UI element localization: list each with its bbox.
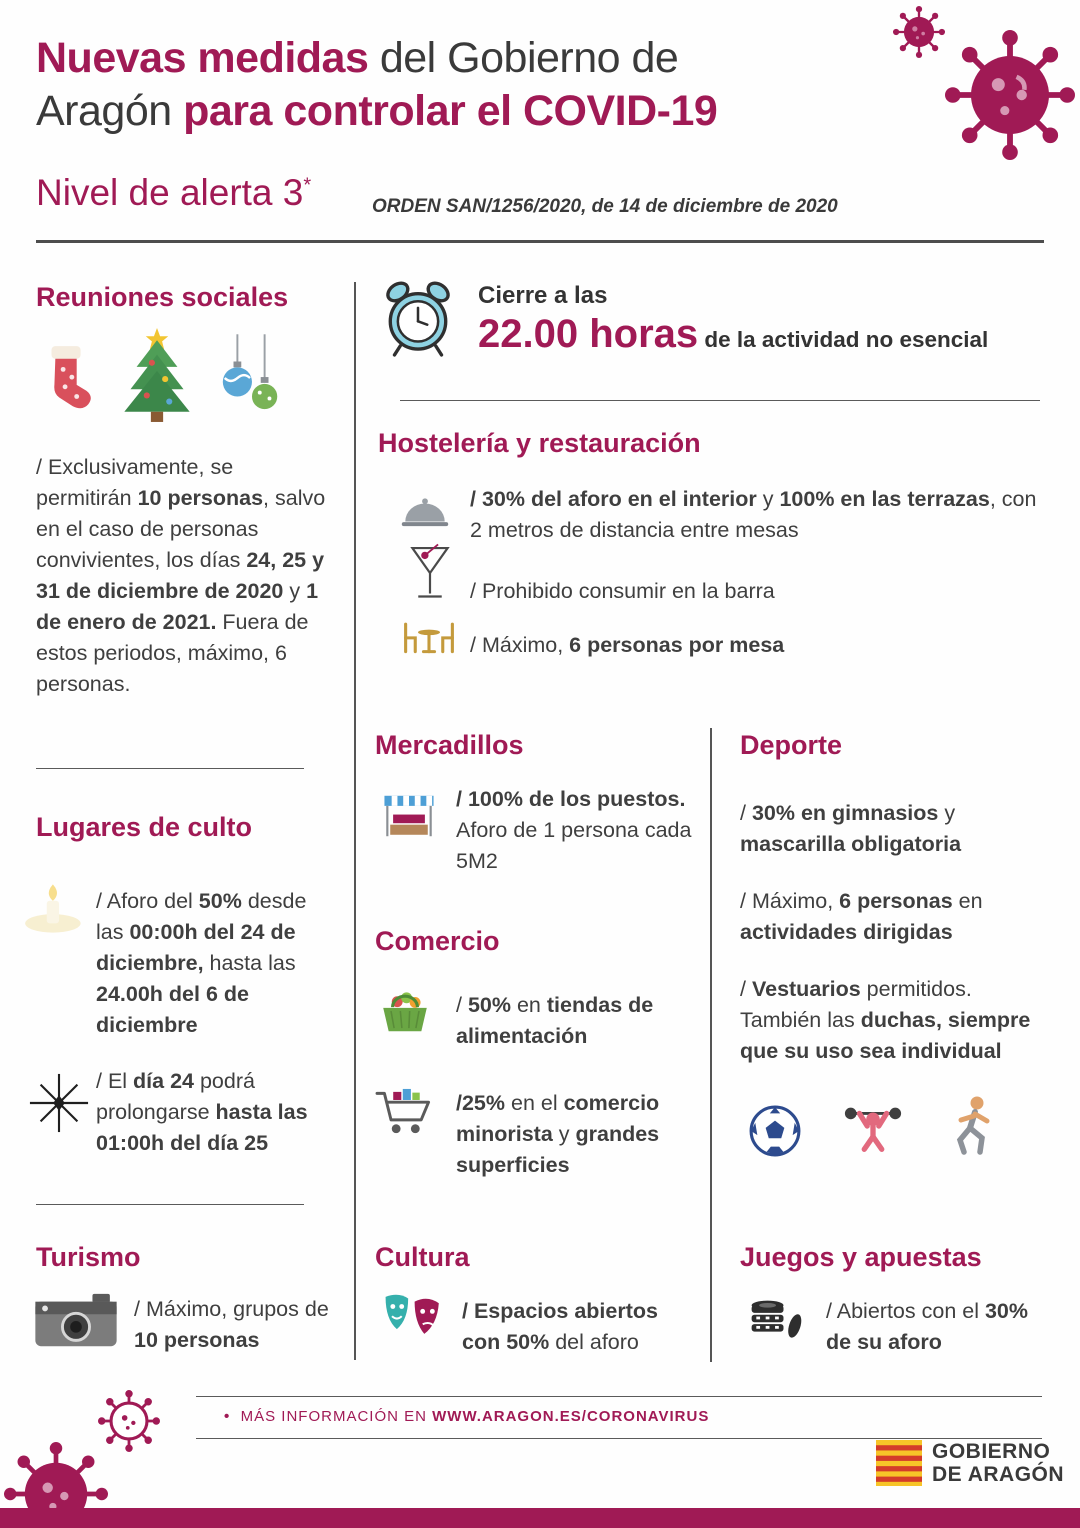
footer-info-text[interactable]: MÁS INFORMACIÓN EN WWW.ARAGON.ES/CORONAVIRUS bbox=[240, 1408, 710, 1425]
virus-icon-small bbox=[893, 6, 945, 58]
cierre-time: 22.00 horas bbox=[478, 312, 699, 356]
camera-icon bbox=[32, 1292, 120, 1352]
order-reference: ORDEN SAN/1256/2020, de 14 de diciembre de 2020 bbox=[372, 196, 838, 217]
comercio-item-2: /25% en el comercio minorista y grandes superficies bbox=[456, 1091, 660, 1177]
alarm-clock-icon bbox=[376, 276, 460, 360]
divider-vertical-1 bbox=[354, 282, 356, 1360]
deporte-icons bbox=[748, 1094, 1000, 1158]
culto-item-1: / Aforo del 50% desde las 00:00h del 24 de diciembre, hasta las 24.00h del 6 de diciembre bbox=[96, 889, 307, 1037]
serving-dish-icon bbox=[396, 490, 454, 531]
section-heading-culto: Lugares de culto bbox=[36, 812, 253, 842]
footer-info bbox=[224, 1408, 709, 1425]
hosteleria-item-1: / 30% del aforo en el interior y 100% en las terrazas, con 2 metros de distancia entre mesas bbox=[470, 487, 1037, 542]
section-heading-juegos: Juegos y apuestas bbox=[740, 1242, 982, 1272]
weightlifter-icon bbox=[842, 1096, 904, 1158]
cultura-text: / Espacios abiertos con 50% del aforo bbox=[462, 1299, 658, 1354]
logo-line-1: GOBIERNO bbox=[932, 1440, 1051, 1463]
gobierno-aragon-logo bbox=[932, 1440, 1064, 1486]
cierre-intro: Cierre a las bbox=[478, 282, 608, 309]
market-stall-icon bbox=[380, 790, 438, 842]
reuniones-text: / Exclusivamente, se permitirán 10 personas, salvo en el caso de personas convivientes, los días 24, 25 y 31 de diciembre de 2020 y 1 de enero de 2021. Fuera de estos periodos, máximo, 6 personas. bbox=[36, 455, 326, 696]
soccer-ball-icon bbox=[748, 1104, 802, 1158]
culto-item-2: / El día 24 podrá prolongarse hasta las 01:00h del día 25 bbox=[96, 1069, 308, 1155]
hosteleria-item-2: / Prohibido consumir en la barra bbox=[470, 579, 775, 603]
logo-line-2: DE ARAGÓN bbox=[932, 1463, 1065, 1486]
section-heading-cultura: Cultura bbox=[375, 1242, 470, 1272]
deporte-item-2: / Máximo, 6 personas en actividades dirigidas bbox=[740, 889, 983, 944]
christmas-ornaments-icon bbox=[216, 334, 286, 424]
alert-asterisk: * bbox=[303, 174, 312, 197]
footer-divider-bottom bbox=[196, 1438, 1042, 1439]
christmas-stocking-icon bbox=[36, 338, 98, 424]
shopping-cart-icon bbox=[374, 1086, 436, 1139]
table-chairs-icon bbox=[396, 620, 462, 664]
cierre-tail: de la actividad no esencial bbox=[698, 327, 989, 352]
divider-left-1 bbox=[36, 768, 304, 769]
section-heading-reuniones: Reuniones sociales bbox=[36, 282, 289, 312]
header-divider bbox=[36, 240, 1044, 243]
footer-bullet: • bbox=[224, 1408, 231, 1425]
section-heading-deporte: Deporte bbox=[740, 730, 843, 760]
juegos-text: / Abiertos con el 30% de su aforo bbox=[826, 1299, 1028, 1354]
section-heading-mercadillos: Mercadillos bbox=[375, 730, 524, 760]
title-line-1: Nuevas medidas del Gobierno de bbox=[36, 34, 679, 82]
bottom-accent-bar bbox=[0, 1508, 1080, 1528]
title-line-2: Aragón para controlar el COVID-19 bbox=[36, 87, 718, 135]
section-heading-comercio: Comercio bbox=[375, 926, 500, 956]
footer-divider-top bbox=[196, 1396, 1042, 1397]
deporte-item-3: / Vestuarios permitidos. También las duchas, siempre que su uso sea individual bbox=[740, 977, 1031, 1063]
poker-chips-icon bbox=[746, 1292, 806, 1343]
star-icon bbox=[28, 1072, 90, 1134]
runner-icon bbox=[944, 1094, 1000, 1158]
cocktail-icon bbox=[408, 542, 452, 604]
theater-masks-icon bbox=[379, 1292, 447, 1342]
alert-level: Nivel de alerta 3* bbox=[36, 172, 312, 213]
aragon-flag-icon bbox=[876, 1440, 922, 1486]
section-heading-hosteleria: Hostelería y restauración bbox=[378, 428, 701, 458]
virus-icon-large bbox=[945, 30, 1075, 160]
deporte-item-1: / 30% en gimnasios y mascarilla obligatoria bbox=[740, 801, 962, 856]
comercio-item-1: / 50% en tiendas de alimentación bbox=[456, 993, 654, 1048]
divider-vertical-2 bbox=[710, 728, 712, 1362]
christmas-tree-icon bbox=[118, 326, 196, 424]
page-title bbox=[36, 32, 876, 138]
turismo-text: / Máximo, grupos de 10 personas bbox=[134, 1297, 329, 1352]
divider-left-2 bbox=[36, 1204, 304, 1205]
food-basket-icon bbox=[377, 986, 433, 1036]
reuniones-icons bbox=[36, 326, 286, 424]
mercadillos-text: / 100% de los puestos. Aforo de 1 persona cada 5M2 bbox=[456, 787, 692, 873]
hosteleria-item-3: / Máximo, 6 personas por mesa bbox=[470, 633, 785, 657]
cierre-block bbox=[478, 282, 1044, 357]
divider-cierre bbox=[400, 400, 1040, 401]
candle-icon bbox=[20, 880, 94, 938]
section-heading-turismo: Turismo bbox=[36, 1242, 141, 1272]
